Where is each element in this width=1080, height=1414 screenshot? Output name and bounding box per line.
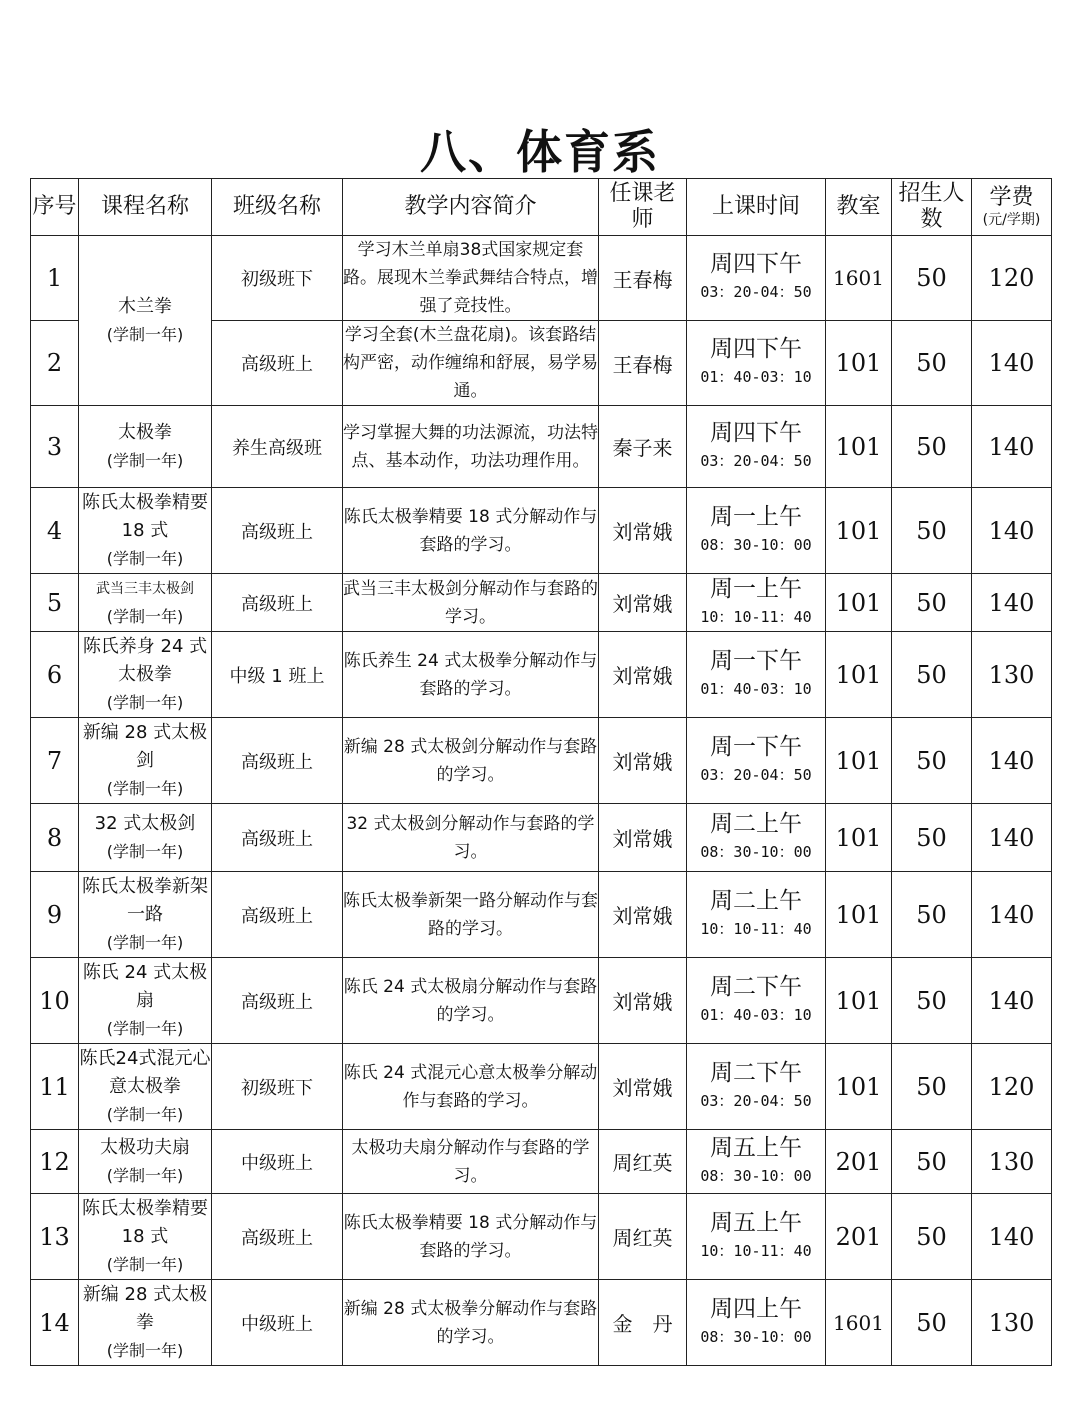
classroom: 101 bbox=[826, 574, 892, 632]
course-name: 陈氏太极拳新架一路 bbox=[82, 875, 208, 925]
tuition-fee: 120 bbox=[972, 236, 1052, 321]
course-duration: (学制一年) bbox=[106, 606, 184, 626]
schedule-time bbox=[687, 958, 826, 1044]
class-name: 初级班下 bbox=[212, 236, 343, 321]
classroom: 101 bbox=[826, 406, 892, 488]
table-row bbox=[31, 406, 1052, 488]
course-duration: (学制一年) bbox=[106, 1165, 184, 1185]
schedule-hours: 01：40-03：10 bbox=[700, 679, 812, 698]
enrollment-quota: 50 bbox=[892, 1130, 972, 1194]
course-name-cell bbox=[79, 872, 212, 958]
tuition-fee: 140 bbox=[972, 406, 1052, 488]
schedule-day: 周五上午 bbox=[710, 1134, 802, 1161]
row-index: 5 bbox=[31, 574, 79, 632]
schedule-hours: 01：40-03：10 bbox=[700, 368, 812, 386]
class-name: 中级班上 bbox=[212, 1280, 343, 1366]
course-description: 陈氏太极拳精要 18 式分解动作与套路的学习。 bbox=[343, 1194, 599, 1280]
row-index: 12 bbox=[31, 1130, 79, 1194]
course-description: 武当三丰太极剑分解动作与套路的学习。 bbox=[343, 574, 599, 632]
teacher-name: 刘常娥 bbox=[599, 488, 687, 574]
table-row bbox=[31, 872, 1052, 958]
tuition-fee: 120 bbox=[972, 1044, 1052, 1130]
tuition-fee: 130 bbox=[972, 1130, 1052, 1194]
page-title: 八、体育系 bbox=[420, 125, 660, 179]
course-name-cell bbox=[79, 632, 212, 718]
schedule-hours: 03：20-04：50 bbox=[700, 283, 812, 301]
enrollment-quota: 50 bbox=[892, 958, 972, 1044]
row-index: 14 bbox=[31, 1280, 79, 1366]
row-index: 9 bbox=[31, 872, 79, 958]
schedule-day: 周一下午 bbox=[710, 647, 802, 674]
course-description: 陈氏养生 24 式太极拳分解动作与套路的学习。 bbox=[343, 632, 599, 718]
enrollment-quota: 50 bbox=[892, 406, 972, 488]
row-index: 4 bbox=[31, 488, 79, 574]
classroom: 101 bbox=[826, 718, 892, 804]
schedule-day: 周一下午 bbox=[710, 733, 802, 760]
row-index: 10 bbox=[31, 958, 79, 1044]
course-description: 陈氏 24 式太极扇分解动作与套路的学习。 bbox=[343, 958, 599, 1044]
schedule-time bbox=[687, 804, 826, 872]
course-description: 太极功夫扇分解动作与套路的学习。 bbox=[343, 1130, 599, 1194]
course-duration: (学制一年) bbox=[106, 692, 184, 712]
table-row bbox=[31, 236, 1052, 321]
class-name: 高级班上 bbox=[212, 718, 343, 804]
course-name: 32 式太极剑 bbox=[94, 812, 196, 834]
course-description: 陈氏太极拳精要 18 式分解动作与套路的学习。 bbox=[343, 488, 599, 574]
schedule-hours: 01：40-03：10 bbox=[700, 1005, 812, 1024]
schedule-time bbox=[687, 872, 826, 958]
tuition-fee: 130 bbox=[972, 1280, 1052, 1366]
course-name-cell bbox=[79, 804, 212, 872]
course-duration: (学制一年) bbox=[106, 324, 184, 344]
class-name: 高级班上 bbox=[212, 321, 343, 406]
teacher-name: 刘常娥 bbox=[599, 574, 687, 632]
classroom: 101 bbox=[826, 804, 892, 872]
enrollment-quota: 50 bbox=[892, 488, 972, 574]
schedule-time bbox=[687, 321, 826, 406]
schedule-day: 周四下午 bbox=[710, 251, 802, 277]
classroom: 1601 bbox=[826, 236, 892, 321]
schedule-day: 周二下午 bbox=[710, 973, 802, 1000]
course-name-cell bbox=[79, 1280, 212, 1366]
teacher-name: 刘常娥 bbox=[599, 632, 687, 718]
course-duration: (学制一年) bbox=[106, 778, 184, 798]
teacher-name: 王春梅 bbox=[599, 321, 687, 406]
schedule-hours: 10：10-11：40 bbox=[700, 1241, 812, 1260]
schedule-hours: 03：20-04：50 bbox=[700, 1091, 812, 1110]
schedule-hours: 08：30-10：00 bbox=[700, 842, 812, 861]
course-description: 学习全套(木兰盘花扇)。该套路结构严密，动作缠绵和舒展，易学易通。 bbox=[343, 321, 599, 406]
tuition-fee: 140 bbox=[972, 321, 1052, 406]
course-name: 新编 28 式太极剑 bbox=[82, 721, 208, 771]
enrollment-quota: 50 bbox=[892, 1044, 972, 1130]
course-name-cell bbox=[79, 406, 212, 488]
table-row bbox=[31, 632, 1052, 718]
tuition-fee: 140 bbox=[972, 804, 1052, 872]
course-duration: (学制一年) bbox=[106, 1104, 184, 1124]
classroom: 201 bbox=[826, 1130, 892, 1194]
teacher-name: 周红英 bbox=[599, 1130, 687, 1194]
tuition-fee: 140 bbox=[972, 1194, 1052, 1280]
class-name: 初级班下 bbox=[212, 1044, 343, 1130]
schedule-hours: 10：10-11：40 bbox=[700, 919, 812, 938]
course-description: 陈氏 24 式混元心意太极拳分解动作与套路的学习。 bbox=[343, 1044, 599, 1130]
schedule-day: 周四下午 bbox=[710, 336, 802, 362]
enrollment-quota: 50 bbox=[892, 718, 972, 804]
course-description: 学习木兰单扇38式国家规定套路。展现木兰拳武舞结合特点，增强了竞技性。 bbox=[343, 236, 599, 321]
schedule-day: 周四下午 bbox=[710, 419, 802, 446]
enrollment-quota: 50 bbox=[892, 236, 972, 321]
schedule-time bbox=[687, 632, 826, 718]
header-content: 教学内容简介 bbox=[343, 179, 599, 236]
header-time: 上课时间 bbox=[687, 179, 826, 236]
schedule-time bbox=[687, 488, 826, 574]
class-name: 高级班上 bbox=[212, 804, 343, 872]
classroom: 1601 bbox=[826, 1280, 892, 1366]
header-fee: 学费 (元/学期) bbox=[972, 179, 1052, 236]
schedule-day: 周五上午 bbox=[710, 1209, 802, 1236]
header-quota: 招生人数 bbox=[892, 179, 972, 236]
enrollment-quota: 50 bbox=[892, 804, 972, 872]
schedule-hours: 03：20-04：50 bbox=[700, 451, 812, 470]
classroom: 201 bbox=[826, 1194, 892, 1280]
course-name-cell bbox=[79, 1130, 212, 1194]
table-row bbox=[31, 1280, 1052, 1366]
row-index: 11 bbox=[31, 1044, 79, 1130]
course-name-cell bbox=[79, 236, 212, 406]
row-index: 8 bbox=[31, 804, 79, 872]
class-name: 中级 1 班上 bbox=[212, 632, 343, 718]
row-index: 2 bbox=[31, 321, 79, 406]
classroom: 101 bbox=[826, 321, 892, 406]
tuition-fee: 140 bbox=[972, 488, 1052, 574]
course-table bbox=[30, 178, 1052, 1366]
teacher-name: 刘常娥 bbox=[599, 804, 687, 872]
course-description: 32 式太极剑分解动作与套路的学习。 bbox=[343, 804, 599, 872]
course-name: 新编 28 式太极拳 bbox=[82, 1283, 208, 1333]
course-description: 新编 28 式太极拳分解动作与套路的学习。 bbox=[343, 1280, 599, 1366]
class-name: 高级班上 bbox=[212, 872, 343, 958]
course-name: 木兰拳 bbox=[118, 295, 172, 317]
course-description: 学习掌握大舞的功法源流，功法特点、基本动作，功法功理作用。 bbox=[343, 406, 599, 488]
course-name: 陈氏 24 式太极扇 bbox=[82, 961, 208, 1011]
schedule-time bbox=[687, 236, 826, 321]
teacher-name: 刘常娥 bbox=[599, 1044, 687, 1130]
teacher-name: 刘常娥 bbox=[599, 958, 687, 1044]
tuition-fee: 140 bbox=[972, 872, 1052, 958]
header-fee-unit: (元/学期) bbox=[982, 212, 1041, 228]
table-body bbox=[31, 236, 1052, 1366]
schedule-hours: 08：30-10：00 bbox=[700, 1327, 812, 1346]
schedule-day: 周二下午 bbox=[710, 1059, 802, 1086]
schedule-day: 周四上午 bbox=[710, 1295, 802, 1322]
schedule-day: 周二上午 bbox=[710, 887, 802, 914]
teacher-name: 刘常娥 bbox=[599, 718, 687, 804]
header-class: 班级名称 bbox=[212, 179, 343, 236]
schedule-day: 周一上午 bbox=[710, 503, 802, 530]
enrollment-quota: 50 bbox=[892, 574, 972, 632]
course-duration: (学制一年) bbox=[106, 932, 184, 952]
enrollment-quota: 50 bbox=[892, 872, 972, 958]
schedule-time bbox=[687, 1194, 826, 1280]
header-course: 课程名称 bbox=[79, 179, 212, 236]
tuition-fee: 140 bbox=[972, 958, 1052, 1044]
tuition-fee: 140 bbox=[972, 718, 1052, 804]
table-row bbox=[31, 1044, 1052, 1130]
tuition-fee: 130 bbox=[972, 632, 1052, 718]
schedule-hours: 08：30-10：00 bbox=[700, 535, 812, 554]
course-duration: (学制一年) bbox=[106, 548, 184, 568]
classroom: 101 bbox=[826, 488, 892, 574]
schedule-hours: 08：30-10：00 bbox=[700, 1166, 812, 1185]
class-name: 中级班上 bbox=[212, 1130, 343, 1194]
schedule-day: 周一上午 bbox=[710, 575, 802, 602]
schedule-time bbox=[687, 406, 826, 488]
table-row bbox=[31, 804, 1052, 872]
table-row bbox=[31, 488, 1052, 574]
tuition-fee: 140 bbox=[972, 574, 1052, 632]
class-name: 高级班上 bbox=[212, 488, 343, 574]
teacher-name: 刘常娥 bbox=[599, 872, 687, 958]
enrollment-quota: 50 bbox=[892, 632, 972, 718]
schedule-day: 周二上午 bbox=[710, 810, 802, 837]
table-row bbox=[31, 958, 1052, 1044]
course-duration: (学制一年) bbox=[106, 841, 184, 861]
schedule-time bbox=[687, 718, 826, 804]
table-row bbox=[31, 574, 1052, 632]
course-name-cell bbox=[79, 718, 212, 804]
course-name: 陈氏太极拳精要 18 式 bbox=[82, 491, 208, 541]
teacher-name: 王春梅 bbox=[599, 236, 687, 321]
row-index: 13 bbox=[31, 1194, 79, 1280]
schedule-time bbox=[687, 574, 826, 632]
course-name-cell bbox=[79, 488, 212, 574]
teacher-name: 周红英 bbox=[599, 1194, 687, 1280]
enrollment-quota: 50 bbox=[892, 1280, 972, 1366]
schedule-time bbox=[687, 1130, 826, 1194]
class-name: 高级班上 bbox=[212, 958, 343, 1044]
header-teacher: 任课老师 bbox=[599, 179, 687, 236]
course-name: 陈氏养身 24 式太极拳 bbox=[82, 635, 208, 685]
course-description: 新编 28 式太极剑分解动作与套路的学习。 bbox=[343, 718, 599, 804]
enrollment-quota: 50 bbox=[892, 321, 972, 406]
class-name: 养生高级班 bbox=[212, 406, 343, 488]
course-name: 武当三丰太极剑 bbox=[96, 580, 194, 597]
schedule-hours: 03：20-04：50 bbox=[700, 765, 812, 784]
class-name: 高级班上 bbox=[212, 1194, 343, 1280]
course-duration: (学制一年) bbox=[106, 1340, 184, 1360]
class-name: 高级班上 bbox=[212, 574, 343, 632]
header-room: 教室 bbox=[826, 179, 892, 236]
classroom: 101 bbox=[826, 632, 892, 718]
row-index: 7 bbox=[31, 718, 79, 804]
teacher-name: 秦子来 bbox=[599, 406, 687, 488]
header-row bbox=[31, 179, 1052, 236]
classroom: 101 bbox=[826, 958, 892, 1044]
course-duration: (学制一年) bbox=[106, 1018, 184, 1038]
schedule-time bbox=[687, 1044, 826, 1130]
table-row bbox=[31, 1194, 1052, 1280]
course-description: 陈氏太极拳新架一路分解动作与套路的学习。 bbox=[343, 872, 599, 958]
classroom: 101 bbox=[826, 872, 892, 958]
schedule-time bbox=[687, 1280, 826, 1366]
course-name-cell bbox=[79, 574, 212, 632]
row-index: 6 bbox=[31, 632, 79, 718]
course-duration: (学制一年) bbox=[106, 450, 184, 470]
classroom: 101 bbox=[826, 1044, 892, 1130]
enrollment-quota: 50 bbox=[892, 1194, 972, 1280]
schedule-hours: 10：10-11：40 bbox=[700, 607, 812, 626]
course-name-cell bbox=[79, 1194, 212, 1280]
row-index: 3 bbox=[31, 406, 79, 488]
table-row bbox=[31, 718, 1052, 804]
table-row bbox=[31, 1130, 1052, 1194]
course-name-cell bbox=[79, 958, 212, 1044]
course-name: 陈氏24式混元心意太极拳 bbox=[79, 1047, 211, 1097]
teacher-name: 金 丹 bbox=[599, 1280, 687, 1366]
course-duration: (学制一年) bbox=[106, 1254, 184, 1274]
header-index: 序号 bbox=[31, 179, 79, 236]
course-name: 太极功夫扇 bbox=[100, 1136, 190, 1158]
course-name-cell bbox=[79, 1044, 212, 1130]
course-name: 太极拳 bbox=[118, 421, 172, 443]
course-name: 陈氏太极拳精要 18 式 bbox=[82, 1197, 208, 1247]
row-index: 1 bbox=[31, 236, 79, 321]
